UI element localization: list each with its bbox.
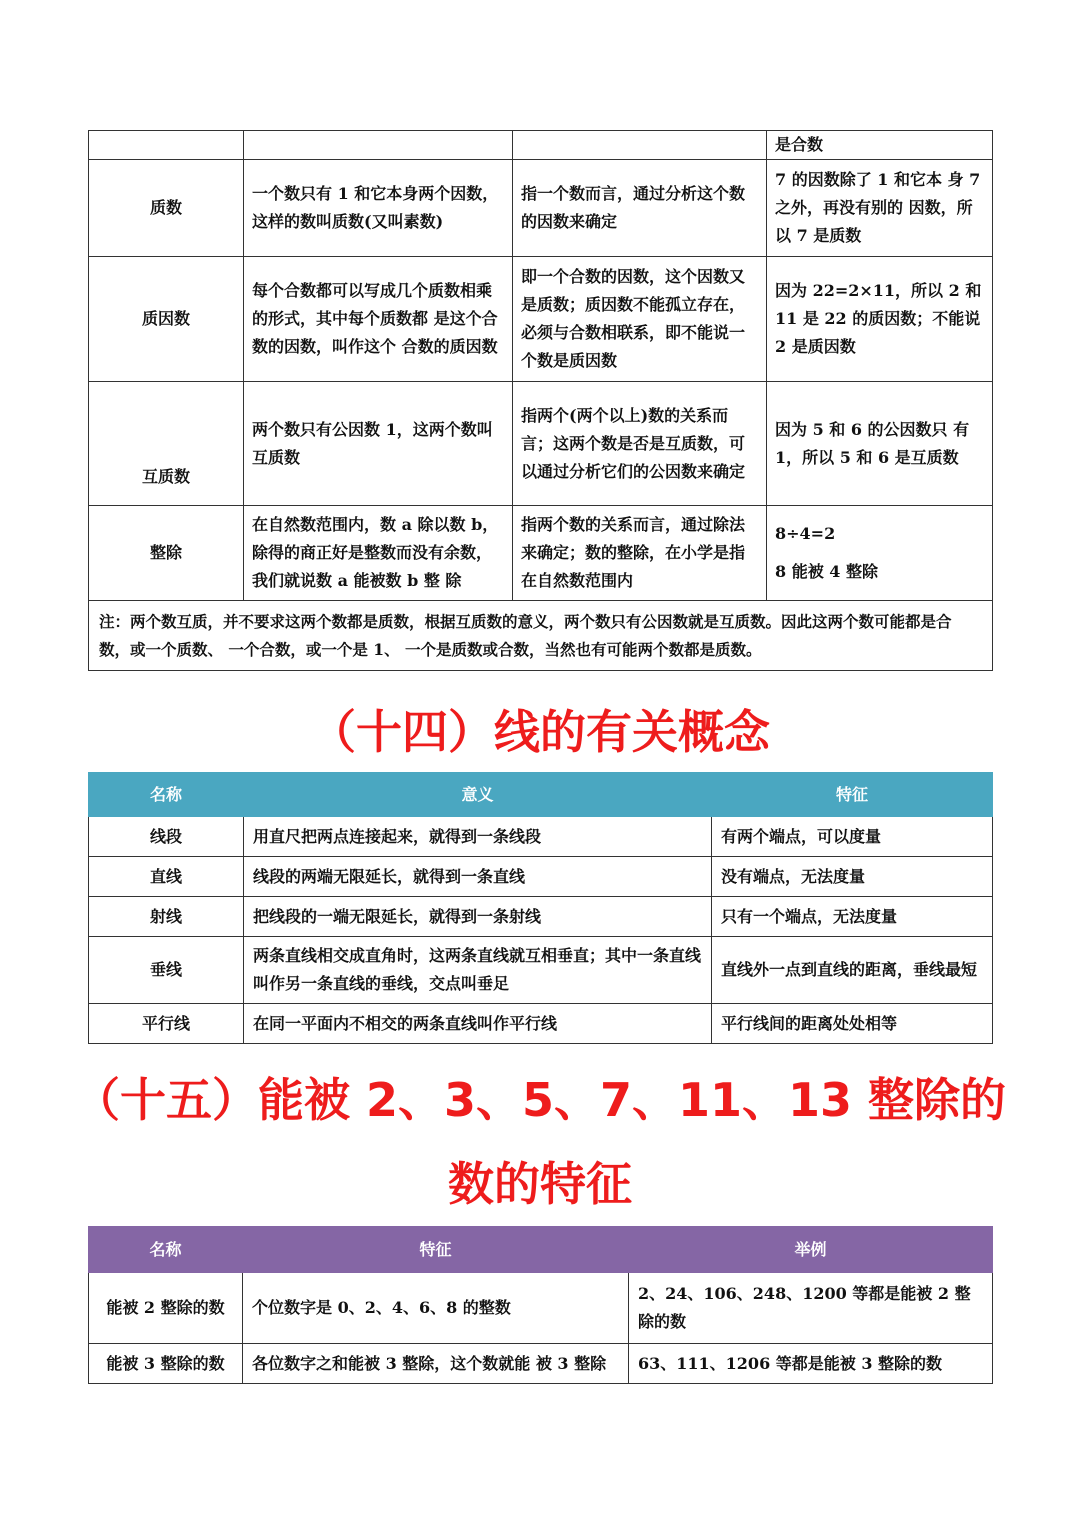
- example-cell: 7 的因数除了 1 和它本 身 7 之外，再没有别的 因数，所以 7 是质数: [767, 160, 993, 257]
- term-cell: 整除: [89, 506, 244, 601]
- meaning-cell: 每个合数都可以写成几个质数相乘的形式，其中每个质数都 是这个合数的因数，叫作这个 合数的质因数: [244, 257, 513, 382]
- term-cell: 线段: [89, 817, 244, 857]
- table-header-row: [89, 773, 993, 817]
- term-cell: 能被 3 整除的数: [89, 1344, 243, 1384]
- meaning-cell: [244, 131, 513, 160]
- example-cell: 因为 5 和 6 的公因数只 有 1，所以 5 和 6 是互质数: [767, 382, 993, 506]
- example-cell: 63、111、1206 等都是能被 3 整除的数: [629, 1344, 993, 1384]
- meaning-cell: 把线段的一端无限延长，就得到一条射线: [244, 897, 712, 937]
- meaning-cell: 在同一平面内不相交的两条直线叫作平行线: [244, 1004, 712, 1044]
- section-15-title-line2: 数的特征: [448, 1157, 632, 1211]
- term-cell: 平行线: [89, 1004, 244, 1044]
- example-cell: [767, 506, 993, 601]
- table-row: [89, 1273, 993, 1344]
- table-row: [89, 506, 993, 601]
- table-row: [89, 897, 993, 937]
- column-header: 意义: [244, 773, 712, 817]
- column-header: 特征: [243, 1227, 629, 1273]
- divisibility-table: [88, 1226, 993, 1384]
- table-row: [89, 257, 993, 382]
- table-row: [89, 817, 993, 857]
- feature-cell: 直线外一点到直线的距离，垂线最短: [712, 937, 993, 1004]
- term-cell: 质数: [89, 160, 244, 257]
- table-header-row: [89, 1227, 993, 1273]
- table-row: [89, 131, 993, 160]
- meaning-cell: 用直尺把两点连接起来，就得到一条线段: [244, 817, 712, 857]
- note-cell: [513, 131, 767, 160]
- table-row: [89, 1344, 993, 1384]
- meaning-cell: 一个数只有 1 和它本身两个因数，这样的数叫质数(又叫素数): [244, 160, 513, 257]
- term-cell: 能被 2 整除的数: [89, 1273, 243, 1344]
- column-header: 名称: [89, 1227, 243, 1273]
- term-cell: 直线: [89, 857, 244, 897]
- column-header: 举例: [629, 1227, 993, 1273]
- column-header: 名称: [89, 773, 244, 817]
- footnote: 注：两个数互质，并不要求这两个数都是质数，根据互质数的意义，两个数只有公因数就是互质数。因此这两个数可能都是合数，或一个质数、 一个合数，或一个是 1、 一个是质数或合数，当然也有可能两个数都是质数。: [89, 601, 993, 671]
- table-row: [89, 937, 993, 1004]
- section-14-title: （十四）线的有关概念: [310, 705, 770, 759]
- table-row: [89, 857, 993, 897]
- feature-cell: 有两个端点，可以度量: [712, 817, 993, 857]
- example-cell: 因为 22=2×11，所以 2 和 11 是 22 的质因数；不能说 2 是质因数: [767, 257, 993, 382]
- note-cell: 指一个数而言，通过分析这个数 的因数来确定: [513, 160, 767, 257]
- meaning-cell: 在自然数范围内，数 a 除以数 b，除得的商正好是整数而没有余数，我们就说数 a 能被数 b 整 除: [244, 506, 513, 601]
- example-cell: 2、24、106、248、1200 等都是能被 2 整除的数: [629, 1273, 993, 1344]
- feature-cell: 只有一个端点，无法度量: [712, 897, 993, 937]
- table-row: [89, 1004, 993, 1044]
- feature-cell: 没有端点，无法度量: [712, 857, 993, 897]
- footnote-row: [89, 601, 993, 671]
- example-line: 8÷4=2: [775, 524, 836, 543]
- section-15-title-line1: （十五）能被 2、3、5、7、11、13 整除的: [73, 1073, 1007, 1127]
- number-concepts-table: [88, 130, 993, 671]
- term-cell: 互质数: [89, 382, 244, 506]
- term-cell: 射线: [89, 897, 244, 937]
- feature-cell: 各位数字之和能被 3 整除，这个数就能 被 3 整除: [243, 1344, 629, 1384]
- meaning-cell: 两个数只有公因数 1，这两个数叫互质数: [244, 382, 513, 506]
- note-cell: 指两个(两个以上)数的关系而言；这两个数是否是互质数，可以通过分析它们的公因数来确定: [513, 382, 767, 506]
- meaning-cell: 线段的两端无限延长，就得到一条直线: [244, 857, 712, 897]
- line-concepts-table: [88, 772, 993, 1044]
- example-line: 8 能被 4 整除: [775, 562, 878, 581]
- feature-cell: 平行线间的距离处处相等: [712, 1004, 993, 1044]
- term-cell: [89, 131, 244, 160]
- table-row: [89, 160, 993, 257]
- term-cell: 质因数: [89, 257, 244, 382]
- example-cell: 是合数: [767, 131, 993, 160]
- note-cell: 指两个数的关系而言，通过除法来确定；数的整除，在小学是指在自然数范围内: [513, 506, 767, 601]
- column-header: 特征: [712, 773, 993, 817]
- note-cell: 即一个合数的因数，这个因数又是质数；质因数不能孤立存在，必须与合数相联系，即不能说一个数是质因数: [513, 257, 767, 382]
- term-cell: 垂线: [89, 937, 244, 1004]
- meaning-cell: 两条直线相交成直角时，这两条直线就互相垂直；其中一条直线叫作另一条直线的垂线，交点叫垂足: [244, 937, 712, 1004]
- table-row: [89, 382, 993, 506]
- feature-cell: 个位数字是 0、2、4、6、8 的整数: [243, 1273, 629, 1344]
